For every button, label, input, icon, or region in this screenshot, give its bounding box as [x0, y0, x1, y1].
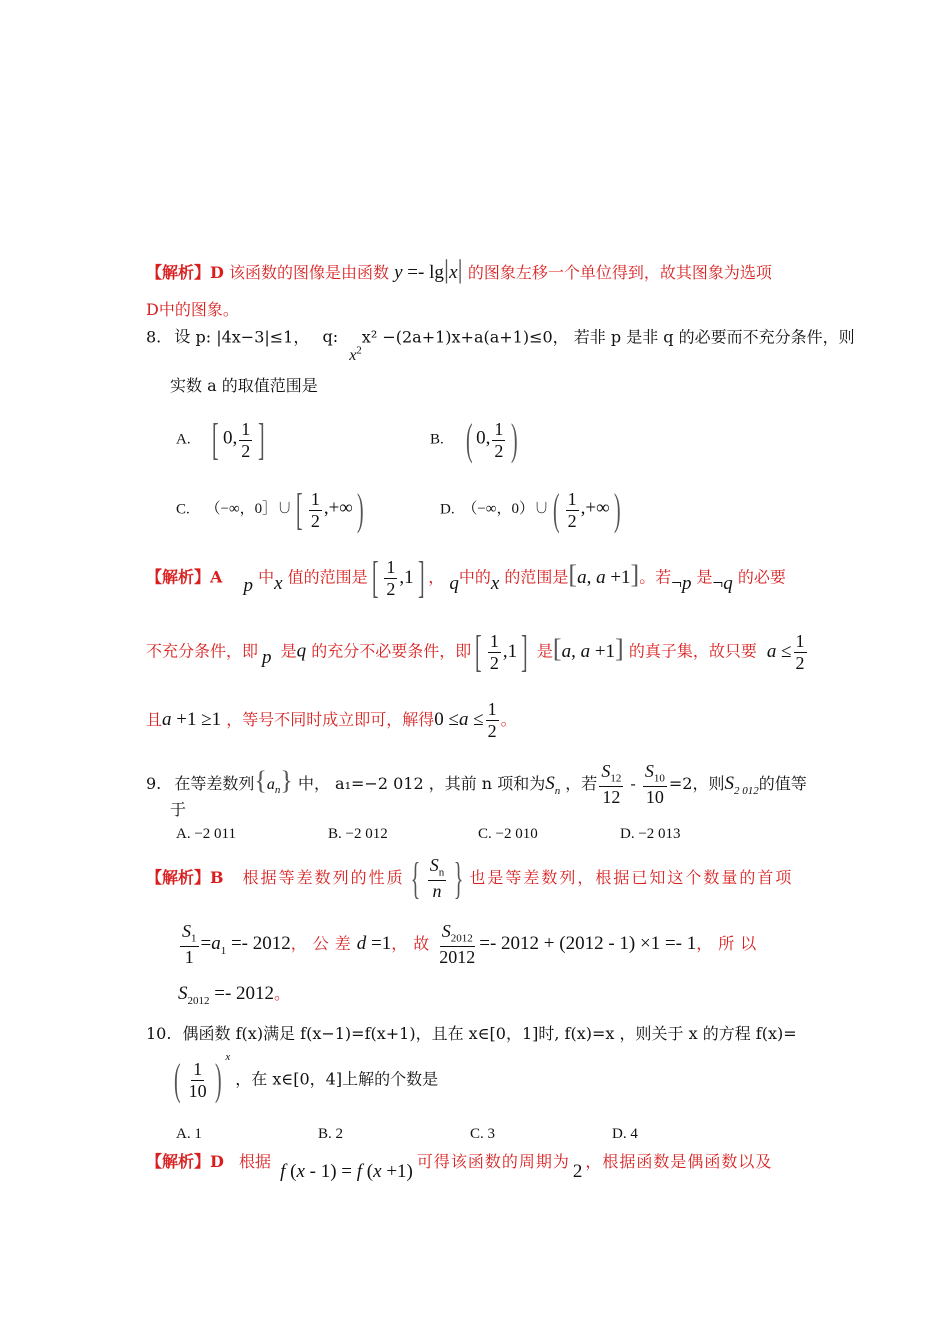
q10-option-b[interactable]: B. 2	[318, 1126, 344, 1142]
analysis-tag: 【解析】A	[146, 567, 223, 587]
q9-analysis-line1: 【解析】B 根据等差数列的性质 { $\frac{S_n}{n}$ } 也是等差数列，根据已知这个数量的首项	[146, 853, 794, 903]
q9-analysis-line2: $\frac{S_1}{1}$ $=a_1 =- 2012$，公差d =1，故 $\frac{S_{2012}}{2012}$ =- 2012 + (2012 - 1) ×1 =- 1，所以	[182, 921, 763, 968]
q10-option-d[interactable]: D. 4	[612, 1126, 638, 1142]
q10-stem-line1: 10. 偶函数 f(x)满足 f(x−1)=f(x+1)，且在 x∈[0，1]时, f(x)=x ，则关于 x 的方程 f(x)=	[146, 1024, 797, 1043]
q8-stem-line1: 8. 设 p: |4x−3|≤1， q: $x^2x^2 -(2a+1)x+a(a+1)\le 0$， 若非 p 是非 q 的必要而不充分条件，则	[146, 327, 855, 365]
q10-analysis-line1: 【解析】D 根据 f (x - 1) = f (x +1) 可得该函数的周期为 2 ，根据函数是偶函数以及	[146, 1152, 773, 1182]
q8-option-c[interactable]: C. （−∞，0］∪[ $\frac{1}{2}$ ,+∞)	[176, 485, 364, 534]
q8-analysis-line1: 【解析】A p 中x 值的范围是[ $\frac{1}{2}$ ,1] ， q中的x 的范围是[a, a +1]。若¬p 是¬q 的必要	[146, 553, 786, 602]
q10-stem-line2: ( $\frac{1}{10}$ ) $^x$ ，在 x∈[0，4]上解的个数是	[174, 1051, 439, 1104]
q9-option-d[interactable]: D. −2 013	[620, 826, 681, 842]
q9-option-b[interactable]: B. −2 012	[328, 826, 388, 842]
analysis-tag: 【解析】B	[146, 868, 224, 888]
analysis-tag: 【解析】D	[146, 1152, 224, 1171]
q9-option-a[interactable]: A. −2 011	[176, 826, 236, 842]
question-number: 10.	[146, 1024, 172, 1043]
q8-stem-line2: 实数 a 的取值范围是	[170, 376, 318, 395]
q10-option-c[interactable]: C. 3	[470, 1126, 496, 1142]
q8-option-d[interactable]: D. （−∞，0）∪( $\frac{1}{2}$ ,+∞)	[440, 485, 621, 534]
q9-option-c[interactable]: C. −2 010	[478, 826, 538, 842]
q7-analysis-line2: D中的图象。	[146, 300, 239, 319]
q7-analysis-line1: 【解析】D 该函数的图像是由函数 y =- lg|x| 的图象左移一个单位得到，故其图象为选项	[146, 255, 772, 284]
q8-analysis-line2: 不充分条件，即 p 是q 的充分不必要条件，即[ $\frac{1}{2}$ ,1] 是[a, a +1] 的真子集，故只要 a ≤ $\frac{1}{2}$	[146, 627, 805, 676]
question-number: 8.	[146, 327, 162, 347]
question-number: 9.	[146, 774, 162, 794]
q8-option-a[interactable]: A. [ 0, $\frac{1}{2}$ ]	[176, 415, 265, 464]
q8-option-b[interactable]: B. ( 0, $\frac{1}{2}$ )	[430, 415, 519, 464]
q8-analysis-line3: 且a +1 ≥1 ，等号不同时成立即可，解得0 ≤a ≤ $\frac{1}{2}$ 。	[146, 699, 517, 741]
q9-stem-line1: 9. 在等差数列$\{a_n\}$ 中， a₁=−2 012 ，其前 n 项和为$S_n$ ，若 $\frac{S_{12}}{12}$ - $\frac{S_{10}}{10}$ =2，则$S_{2 012}$的值等	[146, 761, 807, 808]
q10-option-a[interactable]: A. 1	[176, 1126, 202, 1142]
analysis-tag: 【解析】D	[146, 263, 224, 282]
formula: y =- lg|x|	[394, 255, 463, 284]
q9-stem-line2: 于	[170, 800, 187, 819]
q9-analysis-line3: $S_{2012} =- 2012$。	[178, 983, 291, 1007]
